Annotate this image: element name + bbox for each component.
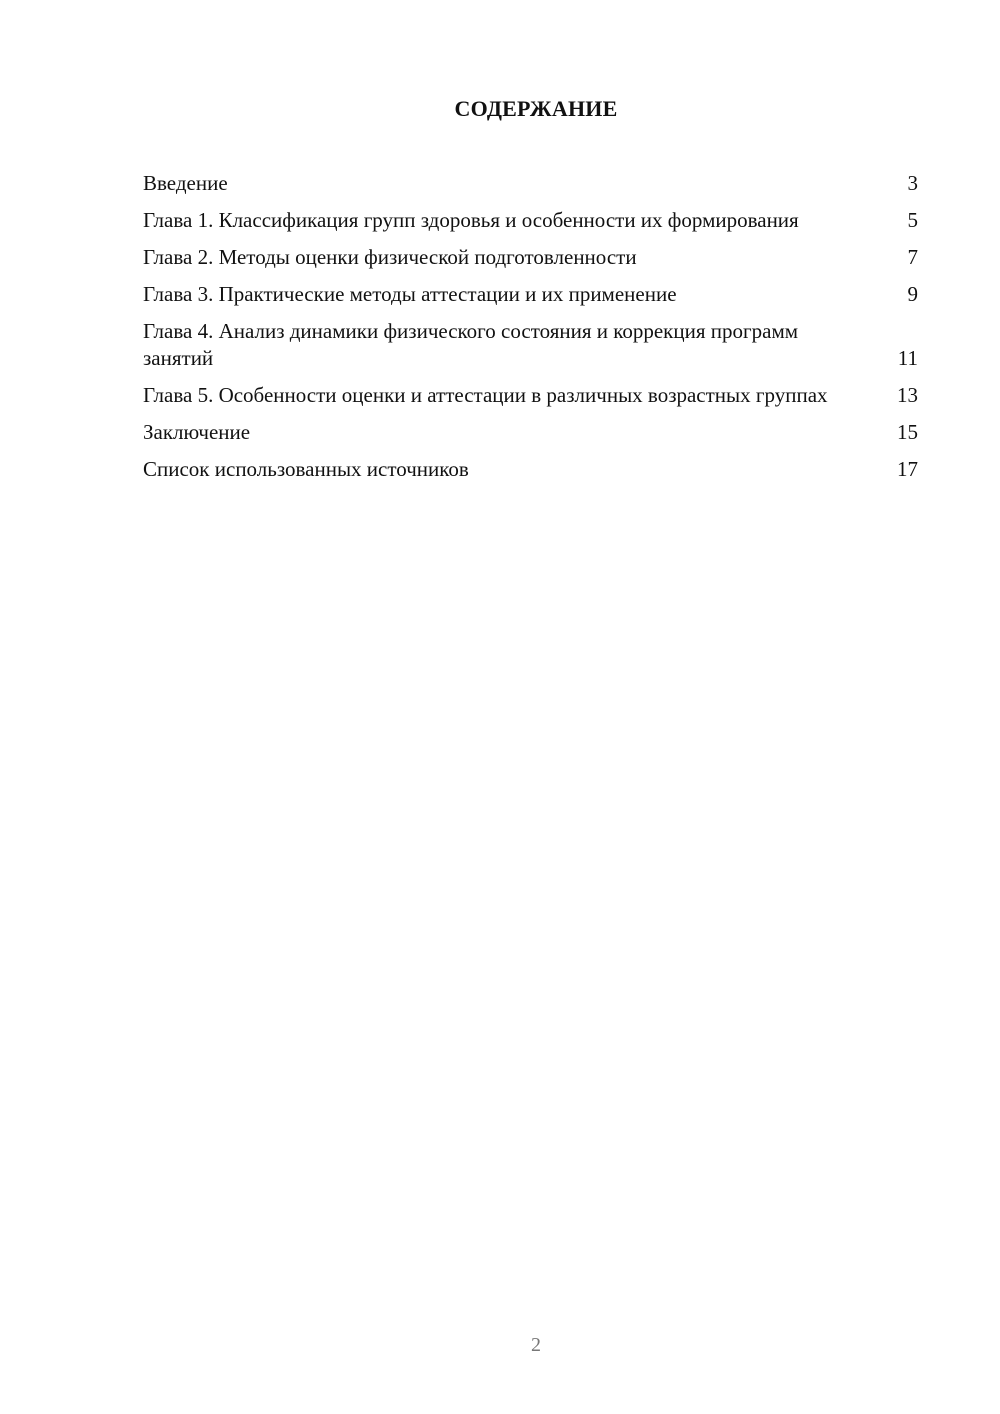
toc-entry-conclusion xyxy=(143,419,918,446)
toc-entry-page: 3 xyxy=(907,171,918,195)
toc-entry-label: Глава 5. Особенности оценки и аттестации в различных возрастных группах xyxy=(143,383,828,407)
toc-entry-page: 7 xyxy=(907,245,918,269)
toc-entry-chapter-4 xyxy=(143,318,918,372)
toc-entry-label: Введение xyxy=(143,171,228,195)
toc-entry-label: Список использованных источников xyxy=(143,457,469,481)
toc-entry-page: 5 xyxy=(907,208,918,232)
toc-entry-chapter-5 xyxy=(143,382,918,409)
toc-entry-references xyxy=(143,456,918,483)
toc-entry-page: 9 xyxy=(907,282,918,306)
toc-entry-label: Глава 4. Анализ динамики физического состояния и коррекция программ занятий xyxy=(143,319,799,370)
page-number: 2 xyxy=(531,1334,541,1356)
page-title: СОДЕРЖАНИЕ xyxy=(454,96,618,121)
toc-entry-page: 17 xyxy=(897,457,918,481)
table-of-contents xyxy=(143,170,918,493)
toc-entry-chapter-1 xyxy=(143,207,918,234)
toc-entry-label: Глава 2. Методы оценки физической подготовленности xyxy=(143,245,637,269)
toc-entry-introduction xyxy=(143,170,918,197)
toc-entry-label: Глава 1. Классификация групп здоровья и особенности их формирования xyxy=(143,208,799,232)
toc-entry-page: 15 xyxy=(897,420,918,444)
toc-entry-label: Заключение xyxy=(143,420,251,444)
toc-entry-chapter-3 xyxy=(143,281,918,308)
toc-entry-page: 11 xyxy=(897,346,918,370)
toc-entry-label: Глава 3. Практические методы аттестации и их применение xyxy=(143,282,677,306)
toc-entry-chapter-2 xyxy=(143,244,918,271)
toc-entry-page: 13 xyxy=(897,383,918,407)
